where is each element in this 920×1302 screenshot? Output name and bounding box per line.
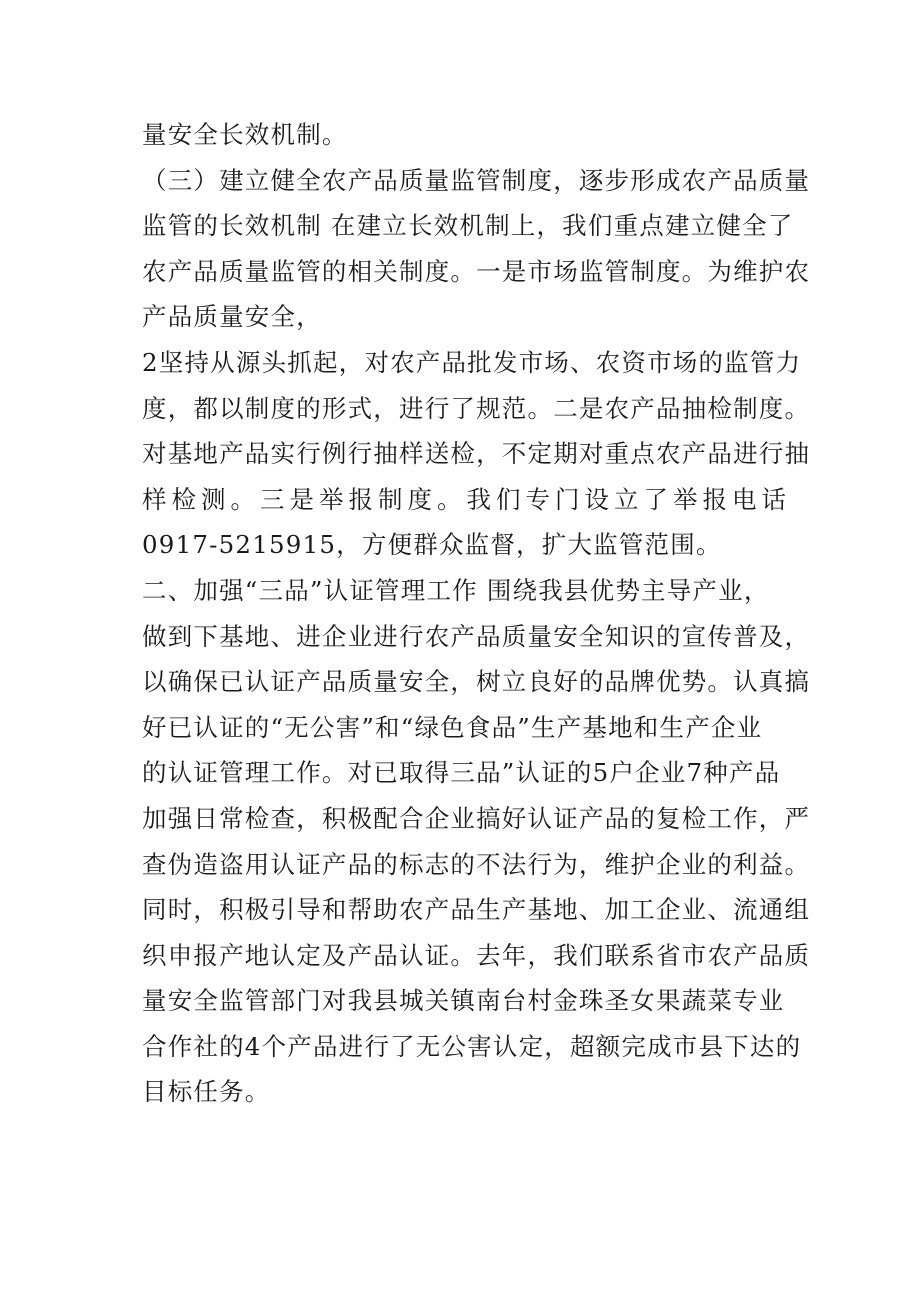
text-line: 目标任务。 [142, 1077, 271, 1107]
text-line: 同时，积极引导和帮助农产品生产基地、加工企业、流通组 [142, 895, 811, 925]
text-line: 对基地产品实行例行抽样送检，不定期对重点农产品进行抽 [142, 439, 811, 469]
text-line: （三）建立健全农产品质量监管制度，逐步形成农产品质量 [142, 165, 811, 195]
text-line: 0917-5215915，方便群众监督，扩大监管范围。 [142, 530, 722, 560]
text-line: 织申报产地认定及产品认证。去年，我们联系省市农产品质 [142, 940, 811, 970]
text-line: 监管的长效机制 在建立长效机制上，我们重点建立健全了 [142, 211, 794, 241]
text-line: 以确保已认证产品质量安全，树立良好的品牌优势。认真搞 [142, 667, 811, 697]
body-text [142, 112, 811, 1115]
text-line: 2坚持从源头抓起，对农产品批发市场、农资市场的监管力 [142, 347, 802, 377]
text-line: 农产品质量监管的相关制度。一是市场监管制度。为维护农 [142, 256, 811, 286]
text-line: 做到下基地、进企业进行农产品质量安全知识的宣传普及， [142, 621, 811, 651]
text-line: 加强日常检查，积极配合企业搞好认证产品的复检工作，严 [142, 803, 811, 833]
text-line: 量安全监管部门对我县城关镇南台村金珠圣女果蔬菜专业 [142, 986, 785, 1016]
text-line: 样检测。三是举报制度。我们专门设立了举报电话 [142, 484, 791, 514]
text-line: 查伪造盗用认证产品的标志的不法行为，维护企业的利益。 [142, 849, 811, 879]
text-line: 好已认证的“无公害”和“绿色食品”生产基地和生产企业 [142, 712, 763, 742]
text-line: 度，都以制度的形式，进行了规范。二是农产品抽检制度。 [142, 393, 811, 423]
text-line: 产品质量安全， [142, 302, 322, 332]
text-line: 的认证管理工作。对已取得三品”认证的5户企业7种产品 [142, 758, 781, 788]
text-line: 二、加强“三品”认证管理工作 围绕我县优势主导产业， [142, 575, 770, 605]
text-line: 合作社的4个产品进行了无公害认定，超额完成市县下达的 [142, 1031, 802, 1061]
text-line: 量安全长效机制。 [142, 120, 348, 149]
